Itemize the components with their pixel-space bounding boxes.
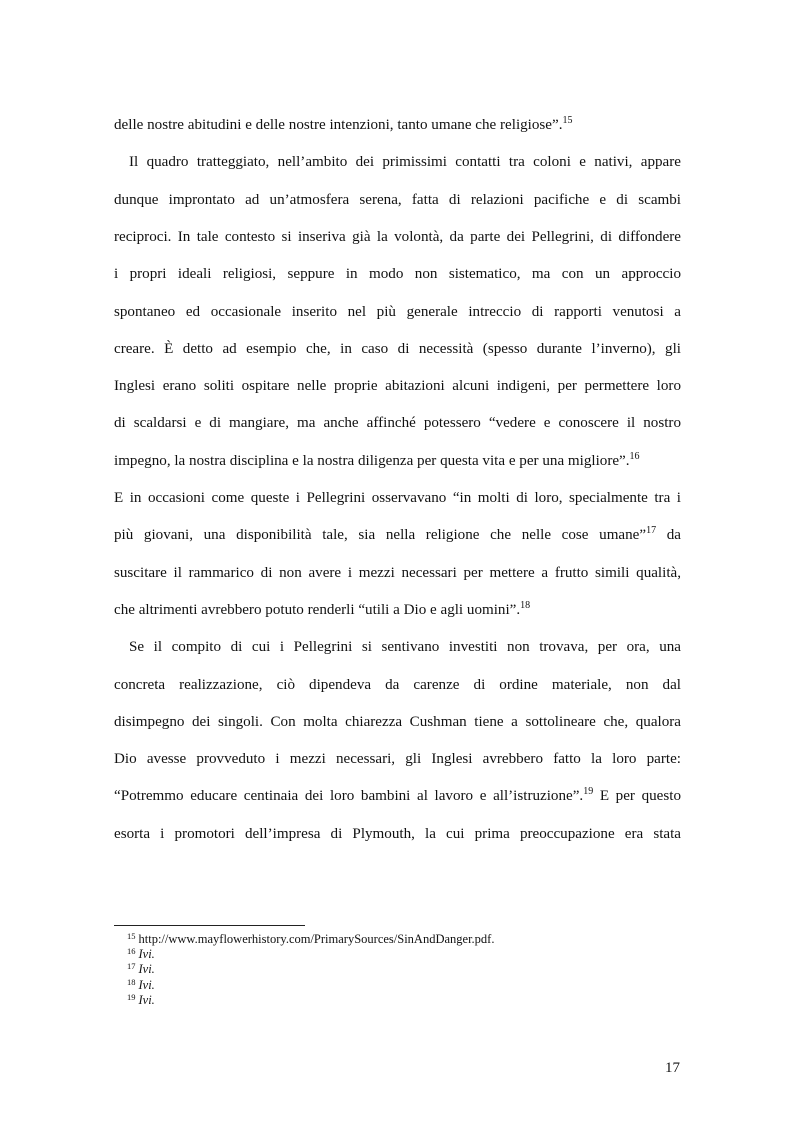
footnote-separator <box>114 925 305 926</box>
footnote-number: 15 <box>127 931 136 941</box>
body-line: disimpegno dei singoli. Con molta chiarezza Cushman tiene a sottolineare che, qualora <box>114 713 681 730</box>
footnote <box>127 962 494 977</box>
footnotes <box>127 932 494 1008</box>
body-line: Il quadro tratteggiato, nell’ambito dei primissimi contatti tra coloni e nativi, appare <box>129 154 681 171</box>
body-line: impegno, la nostra disciplina e la nostra diligenza per questa vita e per una migliore”.$^{16}$ <box>114 450 640 469</box>
footnote-ref[interactable]: 17 <box>646 525 657 537</box>
footnote <box>127 993 494 1008</box>
body-line: concreta realizzazione, ciò dipendeva da carenze di ordine materiale, non dal <box>114 676 681 693</box>
body-line: suscitare il rammarico di non avere i mezzi necessari per mettere a frutto simili qualità, <box>114 564 681 581</box>
footnote-ref[interactable]: 19 <box>583 786 594 798</box>
body-line: E in occasioni come queste i Pellegrini osservavano “in molti di loro, specialmente tra i <box>114 490 681 506</box>
footnote-text: Ivi. <box>138 977 155 992</box>
page-number: 17 <box>665 1060 680 1076</box>
body-line: Se il compito di cui i Pellegrini si sentivano investiti non trovava, per ora, una <box>129 639 681 656</box>
footnote-number: 17 <box>127 961 136 972</box>
footnote <box>127 947 494 962</box>
footnote-number: 19 <box>127 991 136 1002</box>
footnote-number: 16 <box>127 946 136 957</box>
footnote <box>127 978 494 993</box>
footnote-text: Ivi. <box>138 962 155 977</box>
body-line: delle nostre abitudini e delle nostre intenzioni, tanto umane che religiose”.$^{15}$ <box>114 115 573 133</box>
footnote-text: Ivi. <box>138 947 155 962</box>
body-line: che altrimenti avrebbero potuto renderli “utili a Dio e agli uomini”.$^{18}$ <box>114 599 531 618</box>
body-line: Inglesi erano soliti ospitare nelle proprie abitazioni alcuni indigeni, per permettere loro <box>114 378 681 395</box>
body-line: i propri ideali religiosi, seppure in modo non sistematico, ma con un approccio <box>114 266 681 283</box>
footnote-ref[interactable]: 16 <box>629 450 640 462</box>
footnote-ref[interactable]: 15 <box>562 115 573 126</box>
body-line: esorta i promotori dell’impresa di Plymouth, la cui prima preoccupazione era stata <box>114 825 681 842</box>
body-line: più giovani, una disponibilità tale, sia nella religione che nelle cose umane”$^{17}$ da <box>114 525 681 544</box>
footnote-ref[interactable]: 18 <box>520 599 531 611</box>
footnote <box>127 932 494 947</box>
body-line: “Potremmo educare centinaia dei loro bambini al lavoro e all’istruzione”.$^{19}$ E per questo <box>114 786 681 805</box>
footnote-text: Ivi. <box>138 992 155 1007</box>
body-line: di scaldarsi e di mangiare, ma anche affinché potessero “vedere e conoscere il nostro <box>114 415 681 432</box>
body-line: spontaneo ed occasionale inserito nel più generale intreccio di rapporti venutosi a <box>114 303 681 320</box>
body-line: dunque improntato ad un’atmosfera serena, fatta di relazioni pacifiche e di scambi <box>114 191 681 208</box>
footnote-link[interactable]: http://www.mayflowerhistory.com/PrimarySources/SinAndDanger.pdf. <box>138 932 495 946</box>
body-line: Dio avesse provveduto i mezzi necessari, gli Inglesi avrebbero fatto la loro parte: <box>114 751 681 768</box>
body-line: reciproci. In tale contesto si inseriva già la volontà, da parte dei Pellegrini, di diffondere <box>114 228 681 245</box>
footnote-number: 18 <box>127 976 136 987</box>
body-line: creare. È detto ad esempio che, in caso di necessità (spesso durante l’inverno), gli <box>114 340 681 357</box>
